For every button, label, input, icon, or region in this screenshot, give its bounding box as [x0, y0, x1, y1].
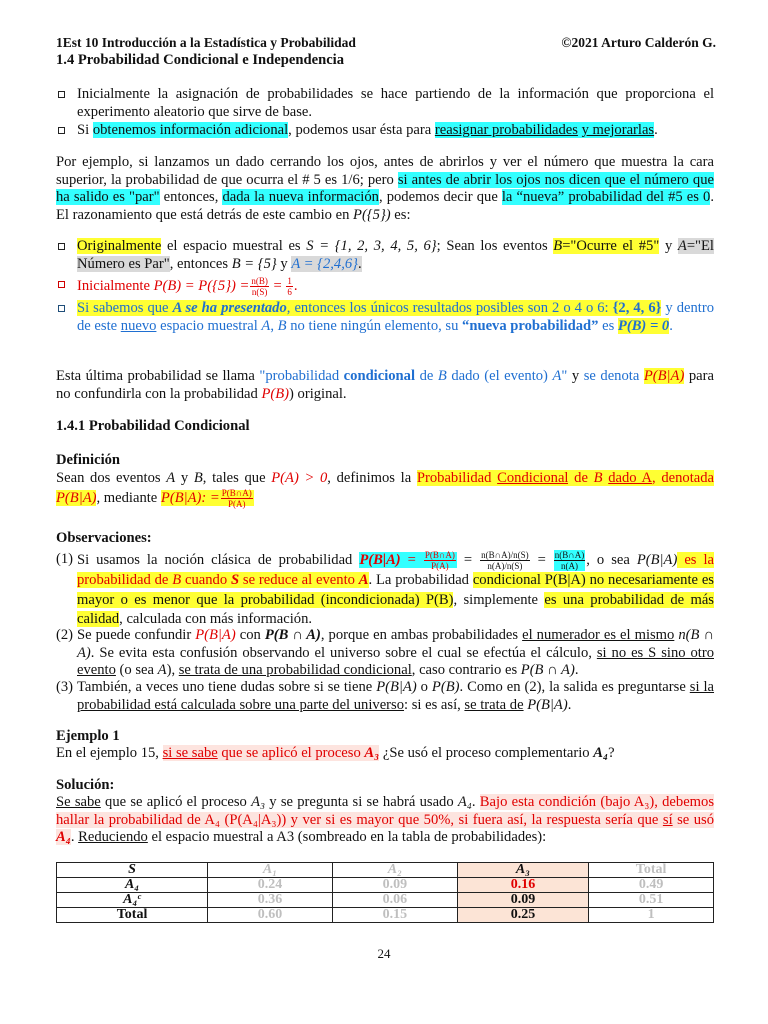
- table-header-cell: S: [57, 863, 208, 878]
- section-title: 1.4 Probabilidad Condicional e Independencia: [56, 52, 345, 68]
- table-cell: 0.09: [332, 878, 457, 893]
- square-bullet-icon: [58, 243, 65, 250]
- table-cell: 0.16: [457, 878, 588, 893]
- reasoning-bullet-2: Inicialmente P(B) = P({5}) = $\frac{n(B)}{n(S)}$ = $\frac{1}{6}$ .: [56, 276, 714, 297]
- fraction: $\frac{1}{6}$: [287, 276, 292, 297]
- example-paragraph: Por ejemplo, si lanzamos un dado cerrando los ojos, antes de abrirlos y ver el número que muestra la cara superior, la probabilidad de que ocurra el # 5 es 1/6; pero si antes de abrir los ojos nos dicen que el número que ha salido es "par" entonces, dada la nueva información, podemos decir que la “nueva” probabilidad del #5 es 0. El razonamiento que está detrás de este cambio en P({5}) es:: [56, 154, 714, 223]
- square-bullet-icon: [58, 305, 65, 312]
- table-cell: 0.15: [332, 908, 457, 923]
- solution-text: Se sabe que se aplicó el proceso A₃ y se pregunta si se habrá usado A₄. Bajo esta condición (bajo A₃), debemos hallar la probabilidad de A₄ (P(A₄|A₃)) y ver si es mayor que 50%, si fuera así, la respuesta sería que sí se usó A₄. Reduciendo el espacio muestral a A3 (sombreado en la tabla de probabilidades):: [56, 794, 715, 846]
- table-cell: 0.51: [589, 893, 714, 908]
- table-cell: 0.36: [208, 893, 333, 908]
- observation-3: (3) También, a veces uno tiene dudas sobre si se tiene P(B|A) o P(B). Como en (2), la salida es preguntarse si la probabilidad está calculada sobre una parte del universo: si es así, se trata de P(B|A).: [56, 679, 715, 713]
- reasoning-bullet-1: Originalmente el espacio muestral es S = {1, 2, 3, 4, 5, 6}; Sean los eventos B="Ocurre el #5" y A="El Número es Par", entonces B = {5} y A = {2,4,6}.: [56, 238, 714, 273]
- solution-title: Solución:: [56, 777, 115, 793]
- fraction: $\frac{n(B)}{n(S)}$: [251, 276, 268, 297]
- table-row: [57, 908, 714, 923]
- course-title: 1Est 10 Introducción a la Estadística y Probabilidad: [56, 35, 356, 50]
- subsection-title: 1.4.1 Probabilidad Condicional: [56, 418, 250, 434]
- table-cell: 0.60: [208, 908, 333, 923]
- table-cell: 0.09: [457, 893, 588, 908]
- fraction: $\frac{P(B\cap A)}{P(A)}$: [424, 550, 455, 571]
- table-cell: A₄ᶜ: [57, 893, 208, 908]
- example-1-title: Ejemplo 1: [56, 728, 120, 744]
- observation-1: (1) Si usamos la noción clásica de probabilidad P(B|A) = $\frac{P(B\cap A)}{P(A)}$ = $\frac{n(B\cap A)/n(S)}{n(A)/n(S)}$ = $\frac{n(B\cap A)}{n(A)}$ , o sea P(B|A) es la probabilidad de B cuando S se reduce al evento A. La probabilidad condicional P(B|A) no necesariamente es mayor o es menor que la probabilidad (incondicionada) P(B), simplemente es una probabilidad de más calidad, calculada con más información.: [56, 550, 714, 627]
- fraction: $\frac{n(B\cap A)}{n(A)}$: [554, 550, 585, 571]
- square-bullet-icon: [58, 91, 65, 98]
- conditional-intro-paragraph: Esta última probabilidad se llama "probabilidad condicional de B dado (el evento) A" y se denota P(B|A) para no confundirla con la probabilidad P(B)) original.: [56, 368, 714, 402]
- table-row: [57, 878, 714, 893]
- table-header-cell: A₂: [332, 863, 457, 878]
- intro-bullet-2: Si obtenemos información adicional, podemos usar ésta para reasignar probabilidades y mejorarlas.: [56, 122, 714, 140]
- table-cell: A₄: [57, 878, 208, 893]
- page-number: 24: [377, 946, 391, 961]
- running-header: [56, 35, 716, 51]
- reasoning-bullet-3: Si sabemos que A se ha presentado, entonces los únicos resultados posibles son 2 o 4 o 6: {2, 4, 6} y dentro de este nuevo espacio muestral A, B no tiene ningún elemento, su “nueva probabilidad” es P(B) = 0.: [56, 300, 714, 335]
- table-cell: 0.25: [457, 908, 588, 923]
- probability-table: [56, 862, 714, 923]
- table-row: [57, 893, 714, 908]
- table-cell: 0.06: [332, 893, 457, 908]
- observations-title: Observaciones:: [56, 530, 152, 546]
- table-cell: 0.24: [208, 878, 333, 893]
- fraction: $\frac{n(B\cap A)/n(S)}{n(A)/n(S)}$: [481, 550, 529, 571]
- table-header-cell: A₁: [208, 863, 333, 878]
- observation-2: (2) Se puede confundir P(B|A) con P(B ∩ A), porque en ambas probabilidades el numerador es el mismo n(B ∩ A). Se evita esta confusión observando el universo sobre el cual se efectúa el cálculo, si no es S sino otro evento (o sea A), se trata de una probabilidad condicional, caso contrario es P(B ∩ A).: [56, 627, 714, 679]
- table-header-cell: Total: [589, 863, 714, 878]
- table-cell: 0.49: [589, 878, 714, 893]
- table-header-cell: A₃: [457, 863, 588, 878]
- fraction: $\frac{P(B\cap A)}{P(A)}$: [221, 488, 252, 509]
- copyright-author: ©2021 Arturo Calderón G.: [561, 35, 716, 50]
- intro-bullet-1: Inicialmente la asignación de probabilidades se hace partiendo de la información que proporciona el experimento aleatorio que sirve de base.: [56, 86, 714, 121]
- definition-title: Definición: [56, 452, 121, 468]
- table-cell: Total: [57, 908, 208, 923]
- square-bullet-icon: [58, 281, 65, 288]
- table-row: [57, 863, 714, 878]
- example-1-text: En el ejemplo 15, si se sabe que se aplicó el proceso A₃ ¿Se usó el proceso complementario A₄?: [56, 745, 615, 761]
- definition-text: Sean dos eventos A y B, tales que P(A) > 0, definimos la Probabilidad Condicional de B dado A, denotada P(B|A), mediante P(B|A): = $\frac{P(B\cap A)}{P(A)}$: [56, 470, 714, 509]
- table-cell: 1: [589, 908, 714, 923]
- square-bullet-icon: [58, 127, 65, 134]
